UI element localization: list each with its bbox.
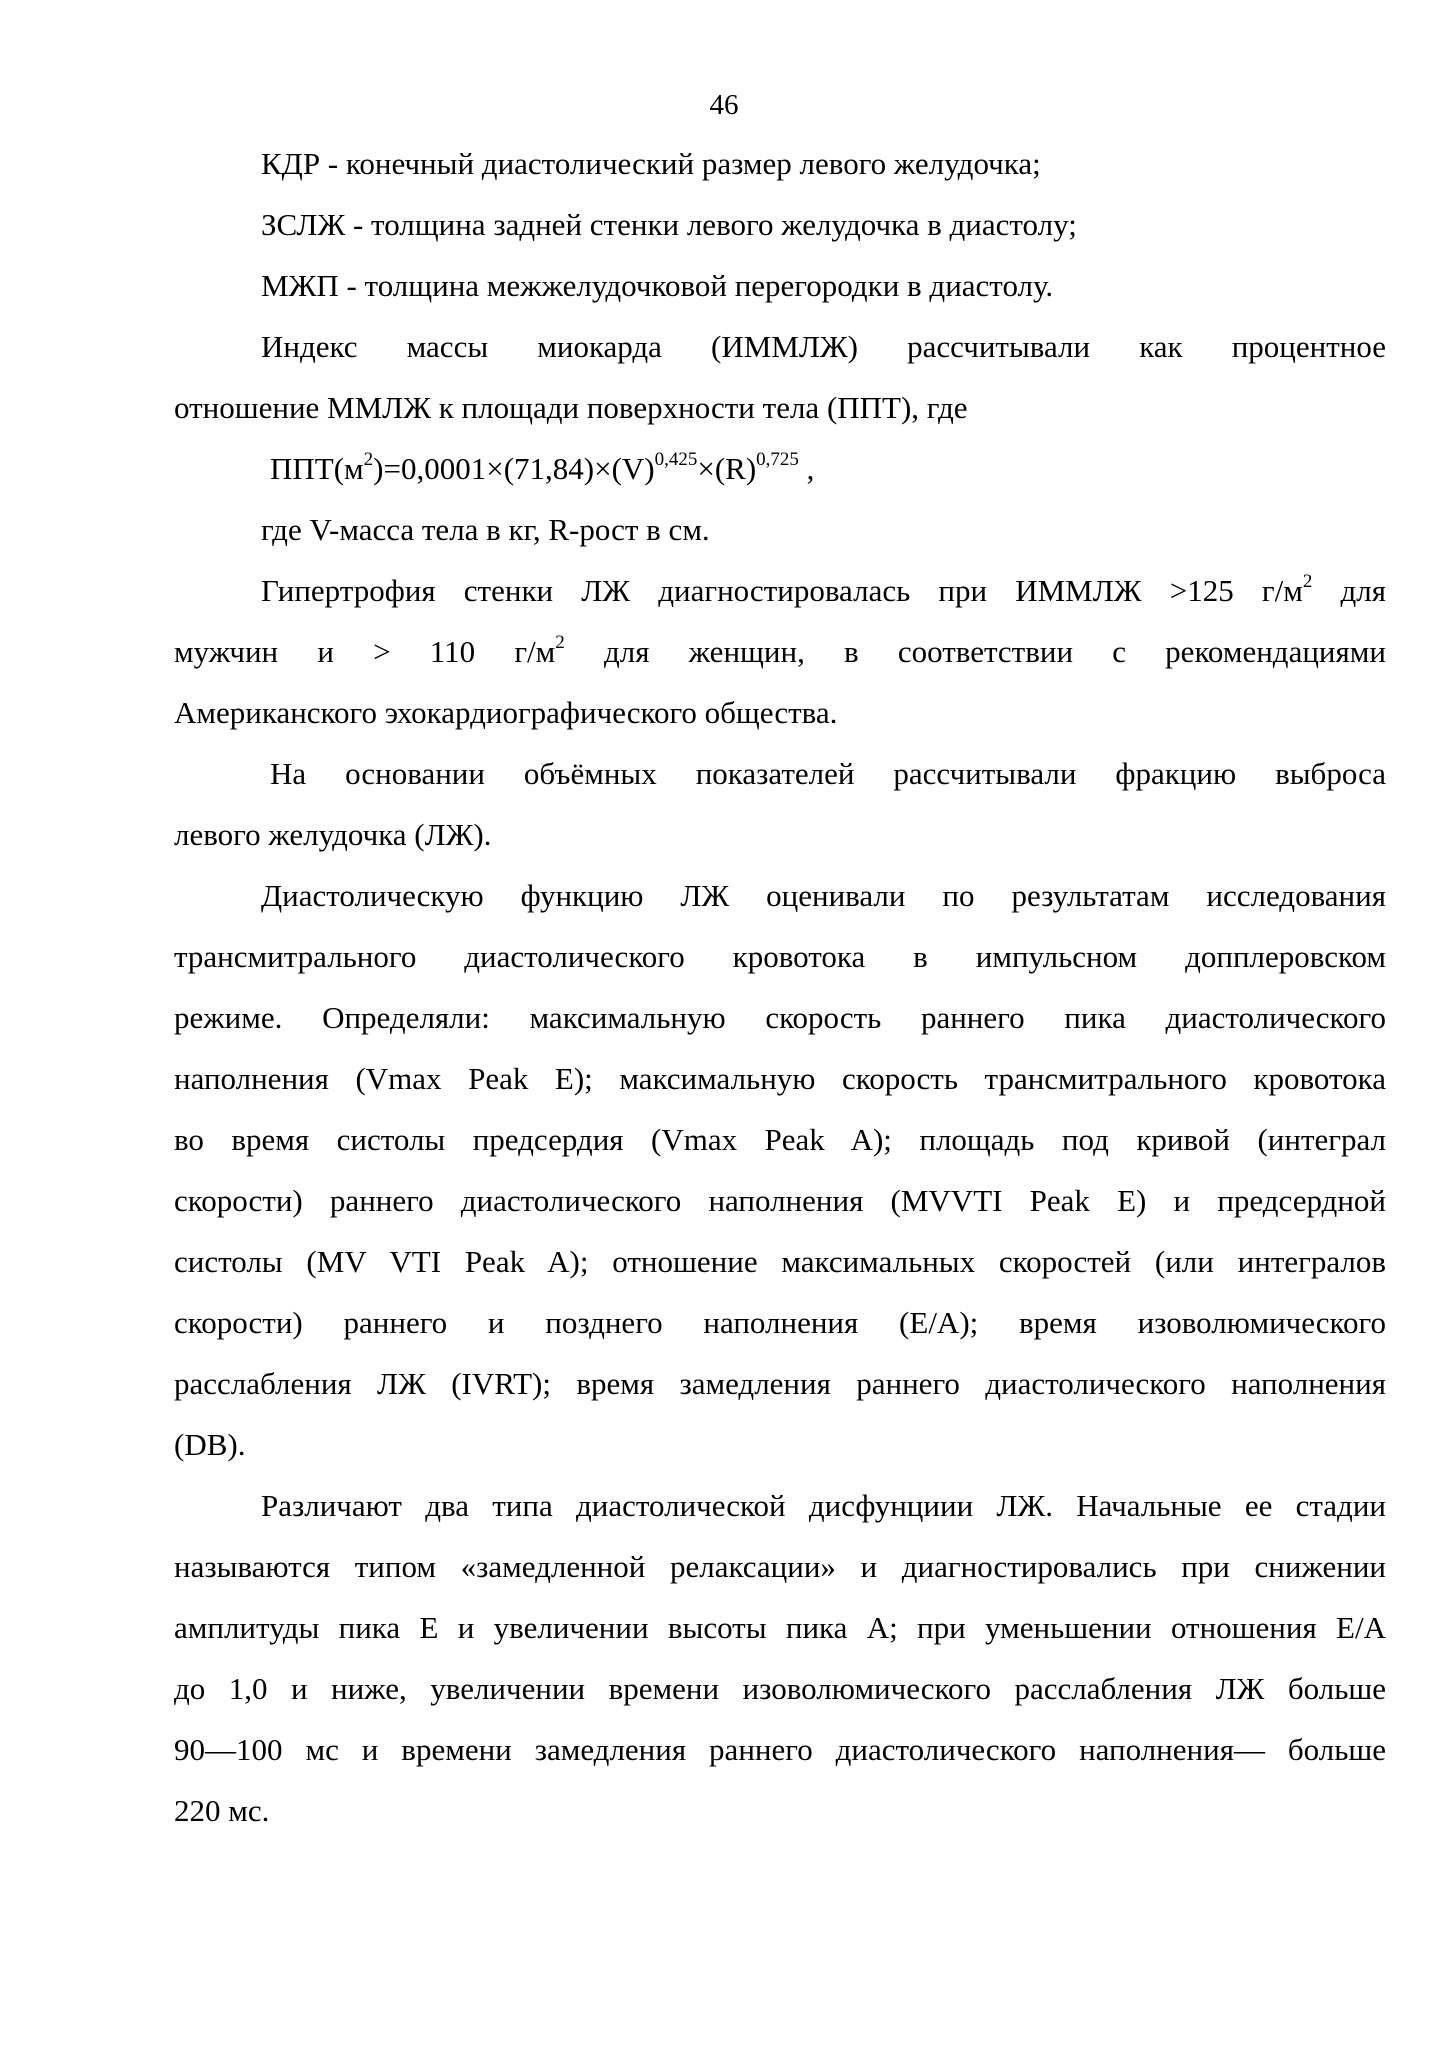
formula-part-b: )=0,0001×(71,84)×(V) — [373, 451, 655, 486]
paragraph-ejection-line-1: На основании объёмных показателей рассчитывали фракцию выброса — [270, 756, 1386, 791]
paragraph-diastolic-line-10: (DB). — [174, 1427, 246, 1462]
paragraph-diastolic-line-8: скорости) раннего и позднего наполнения (Е/А); время изоволюмического — [174, 1305, 1386, 1340]
paragraph-dysfunction-line-2: называются типом «замедленной релаксации» и диагностировались при снижении — [174, 1549, 1386, 1584]
paragraph-hypertrophy-line-3: Американского эхокардиографического общества. — [174, 695, 838, 730]
definition-zslzh: ЗСЛЖ - толщина задней стенки левого желудочка в диастолу; — [261, 207, 1077, 242]
hypertrophy-text-b: для — [1312, 573, 1386, 608]
paragraph-diastolic-line-5: во время систолы предсердия (Vmax Peak A); площадь под кривой (интеграл — [174, 1122, 1386, 1157]
paragraph-mass-index-line-1: Индекс массы миокарда (ИММЛЖ) рассчитывали как процентное — [261, 329, 1386, 364]
hypertrophy-text-c: мужчин и > 110 г/м — [174, 634, 556, 669]
formula-sup-a: 2 — [363, 448, 374, 470]
definition-kdr: КДР - конечный диастолический размер левого желудочка; — [261, 146, 1041, 181]
formula-note: где V-масса тела в кг, R-рост в см. — [261, 512, 710, 547]
paragraph-dysfunction-line-4: до 1,0 и ниже, увеличении времени изоволюмического расслабления ЛЖ больше — [174, 1671, 1386, 1706]
definition-mzhp: МЖП - толщина межжелудочковой перегородки в диастолу. — [261, 268, 1054, 303]
paragraph-hypertrophy-line-1 — [174, 570, 1386, 631]
paragraph-dysfunction-line-1: Различают два типа диастолической дисфунциии ЛЖ. Начальные ее стадии — [261, 1488, 1386, 1523]
paragraph-diastolic-line-7: систолы (MV VTI Peak A); отношение максимальных скоростей (или интегралов — [174, 1244, 1386, 1279]
formula-part-d: , — [798, 451, 815, 486]
formula-part-c: ×(R) — [697, 451, 757, 486]
hypertrophy-text-d: для женщин, в соответствии с рекомендациями — [564, 634, 1386, 669]
paragraph-diastolic-line-3: режиме. Определяли: максимальную скорость раннего пика диастолического — [174, 1000, 1386, 1035]
page-number: 46 — [709, 89, 739, 121]
paragraph-hypertrophy-line-2 — [174, 631, 1386, 692]
paragraph-dysfunction-line-3: амплитуды пика Е и увеличении высоты пика А; при уменьшении отношения Е/А — [174, 1610, 1386, 1645]
hypertrophy-sup-1: 2 — [1302, 570, 1313, 592]
paragraph-dysfunction-line-6: 220 мс. — [174, 1793, 270, 1828]
hypertrophy-text-a: Гипертрофия стенки ЛЖ диагностировалась при ИММЛЖ >125 г/м — [261, 573, 1303, 608]
paragraph-diastolic-line-1: Диастолическую функцию ЛЖ оценивали по результатам исследования — [261, 878, 1386, 913]
paragraph-ejection-line-2: левого желудочка (ЛЖ). — [174, 817, 492, 852]
document-body — [174, 143, 1386, 1851]
formula-sup-b: 0,425 — [654, 448, 698, 470]
paragraph-diastolic-line-2: трансмитрального диастолического кровотока в импульсном допплеровском — [174, 939, 1386, 974]
formula-body-surface-area — [174, 448, 1386, 509]
paragraph-diastolic-line-4: наполнения (Vmax Peak E); максимальную скорость трансмитрального кровотока — [174, 1061, 1386, 1096]
paragraph-diastolic-line-6: скорости) раннего диастолического наполнения (MVVTI Peak E) и предсердной — [174, 1183, 1386, 1218]
paragraph-dysfunction-line-5: 90—100 мс и времени замедления раннего диастолического наполнения— больше — [174, 1732, 1386, 1767]
paragraph-diastolic-line-9: расслабления ЛЖ (IVRT); время замедления раннего диастолического наполнения — [174, 1366, 1386, 1401]
formula-part-a: ППТ(м — [270, 451, 364, 486]
hypertrophy-sup-2: 2 — [555, 631, 565, 653]
formula-sup-c: 0,725 — [756, 448, 799, 470]
paragraph-mass-index-line-2: отношение ММЛЖ к площади поверхности тела (ППТ), где — [174, 390, 968, 425]
